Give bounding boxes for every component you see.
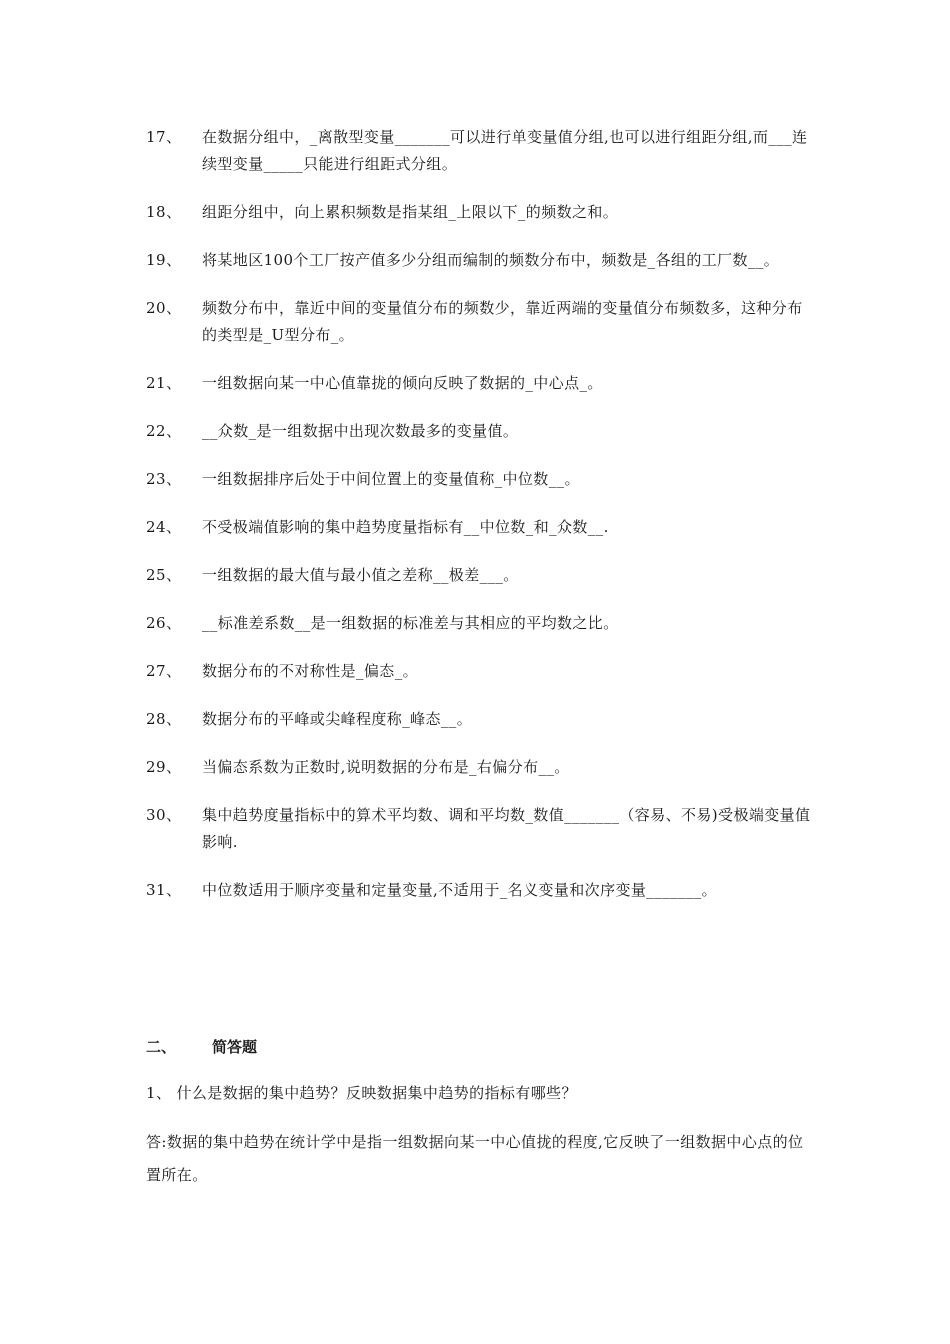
item-text: 一组数据向某一中心值靠拢的倾向反映了数据的_中心点_。 (202, 374, 603, 392)
list-item (146, 295, 816, 349)
section-number: 二、 (146, 1038, 177, 1056)
item-number: 19、 (146, 251, 182, 269)
answer-text: 答:数据的集中趋势在统计学中是指一组数据向某一中心值拢的程度,它反映了一组数据中心点的位置所在。 (146, 1133, 804, 1184)
item-text: 中位数适用于顺序变量和定量变量,不适用于_名义变量和次序变量_______。 (202, 881, 717, 899)
item-number: 23、 (146, 470, 182, 488)
item-text: 组距分组中，向上累积频数是指某组_上限以下_的频数之和。 (202, 203, 619, 221)
item-number: 22、 (146, 422, 182, 440)
list-item (146, 199, 816, 226)
section-heading (146, 1034, 816, 1061)
item-number: 28、 (146, 710, 182, 728)
list-item (146, 610, 816, 637)
list-item (146, 877, 816, 904)
list-item (146, 658, 816, 685)
fill-in-items (146, 124, 816, 925)
item-text: 当偏态系数为正数时,说明数据的分布是_右偏分布__。 (202, 758, 570, 776)
item-number: 27、 (146, 662, 182, 680)
list-item (146, 514, 816, 541)
list-item (146, 370, 816, 397)
item-text: __标准差系数__是一组数据的标准差与其相应的平均数之比。 (202, 614, 619, 632)
item-text: 在数据分组中，_离散型变量_______可以进行单变量值分组,也可以进行组距分组,而___连续型变量_____只能进行组距式分组。 (202, 128, 808, 173)
section-title: 简答题 (212, 1038, 258, 1056)
list-item (146, 706, 816, 733)
list-item (146, 247, 816, 274)
list-item (146, 124, 816, 178)
item-number: 31、 (146, 881, 182, 899)
item-text: 一组数据排序后处于中间位置上的变量值称_中位数__。 (202, 470, 580, 488)
item-text: 数据分布的平峰或尖峰程度称_峰态__。 (202, 710, 473, 728)
list-item (146, 562, 816, 589)
list-item (146, 754, 816, 781)
item-number: 18、 (146, 203, 182, 221)
item-number: 25、 (146, 566, 182, 584)
item-number: 20、 (146, 299, 182, 317)
item-text: __众数_是一组数据中出现次数最多的变量值。 (202, 422, 519, 440)
item-number: 24、 (146, 518, 182, 536)
list-item (146, 418, 816, 445)
item-number: 26、 (146, 614, 182, 632)
item-text: 将某地区100个工厂按产值多少分组而编制的频数分布中，频数是_各组的工厂数__。 (202, 251, 780, 269)
item-text: 频数分布中，靠近中间的变量值分布的频数少，靠近两端的变量值分布频数多，这种分布的类型是_U型分布_。 (202, 299, 803, 344)
list-item (146, 802, 816, 856)
item-number: 21、 (146, 374, 182, 392)
item-text: 数据分布的不对称性是_偏态_。 (202, 662, 419, 680)
short-answer-section (146, 1034, 816, 1192)
item-number: 29、 (146, 758, 182, 776)
list-item (146, 466, 816, 493)
question-text: 1、 什么是数据的集中趋势？反映数据集中趋势的指标有哪些？ (146, 1084, 577, 1102)
item-number: 30、 (146, 806, 182, 824)
item-text: 一组数据的最大值与最小值之差称__极差___。 (202, 566, 519, 584)
item-text: 不受极端值影响的集中趋势度量指标有__中位数_和_众数__. (202, 518, 609, 536)
item-number: 17、 (146, 128, 182, 146)
item-text: 集中趋势度量指标中的算术平均数、调和平均数_数值_______（容易、不易)受极端变量值影响. (202, 806, 811, 851)
